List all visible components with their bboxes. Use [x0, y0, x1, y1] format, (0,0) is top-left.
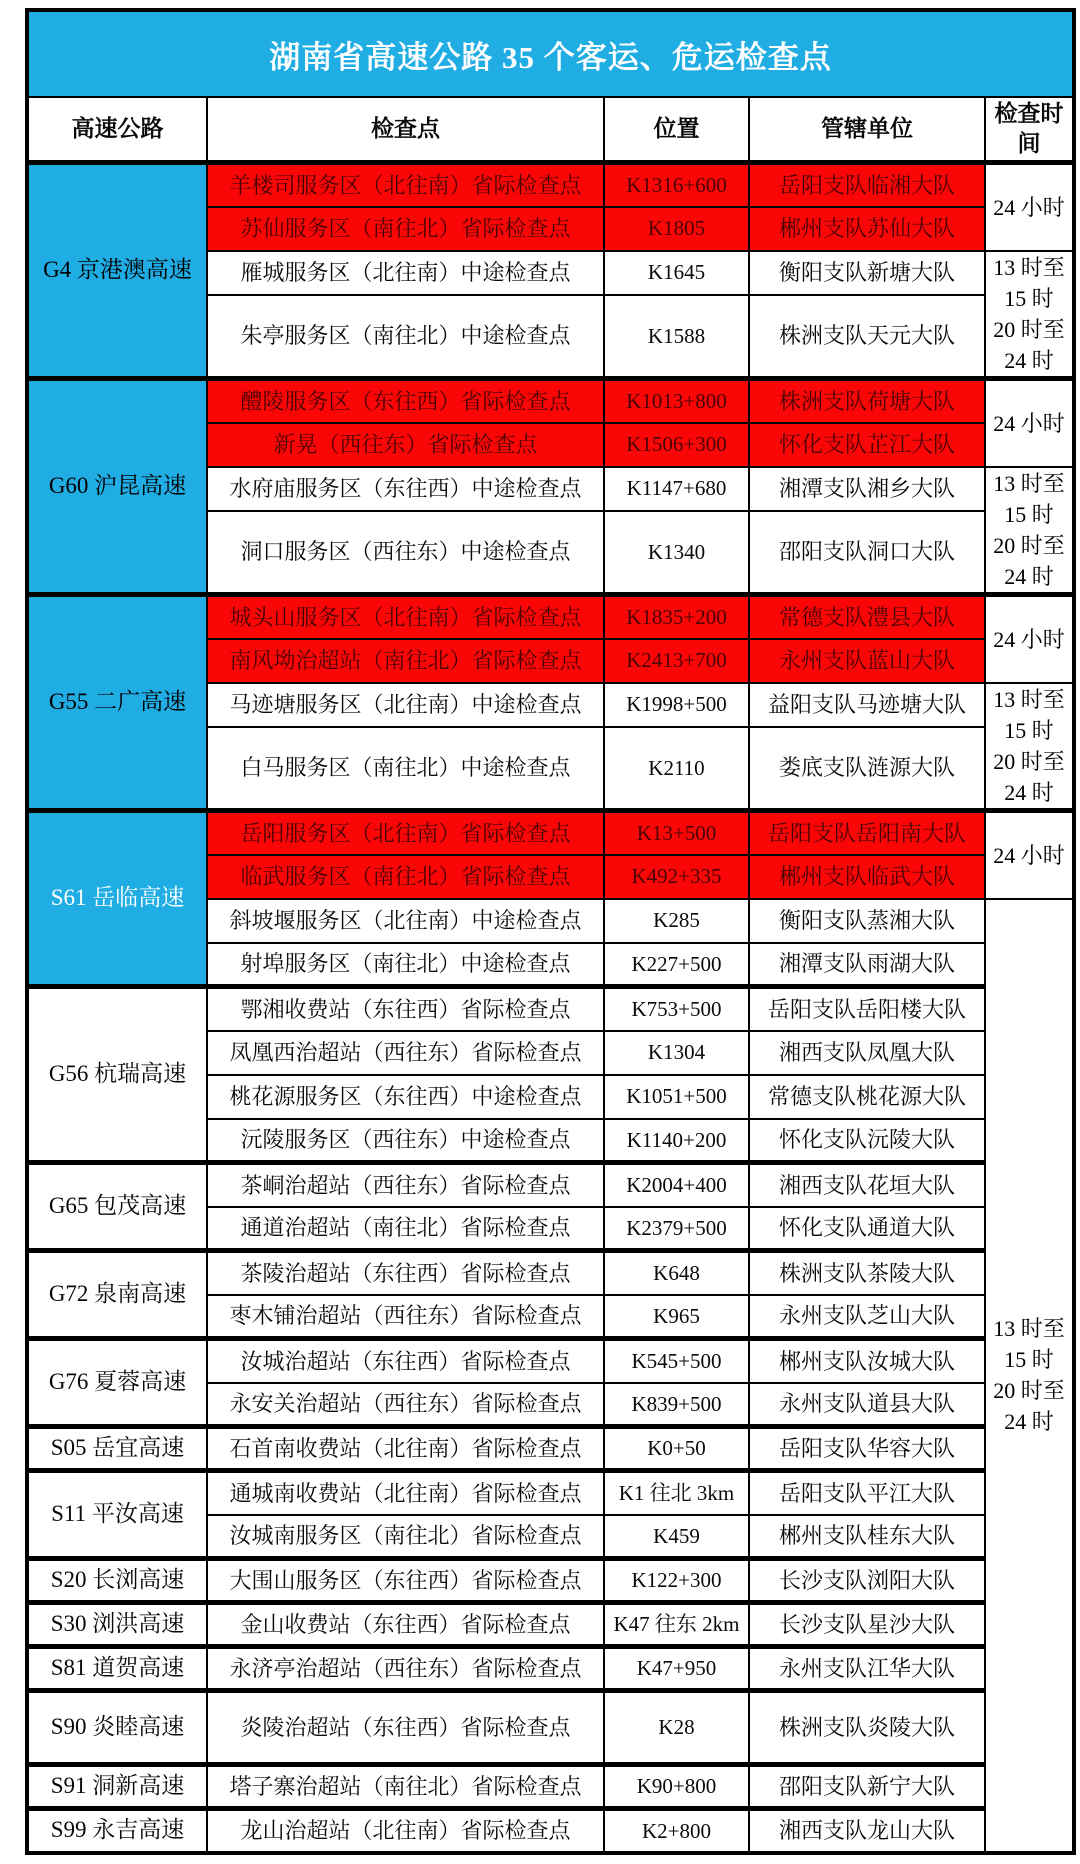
location-value: K2110 — [604, 727, 749, 811]
checkpoint-name: 新晃（西往东）省际检查点 — [207, 423, 604, 467]
checkpoint-name: 醴陵服务区（东往西）省际检查点 — [207, 379, 604, 423]
location-value: K459 — [604, 1515, 749, 1559]
location-value: K648 — [604, 1251, 749, 1295]
checkpoint-table — [25, 8, 1076, 1855]
location-value: K753+500 — [604, 987, 749, 1031]
location-value: K839+500 — [604, 1383, 749, 1427]
check-time-cell — [985, 899, 1074, 1853]
location-value: K2379+500 — [604, 1207, 749, 1251]
unit-name: 岳阳支队平江大队 — [749, 1471, 985, 1515]
table-row — [27, 1471, 1074, 1515]
highway-cell: G60 沪昆高速 — [27, 379, 207, 595]
unit-name: 郴州支队苏仙大队 — [749, 207, 985, 251]
check-time-line: 24 时 — [1004, 563, 1054, 589]
checkpoint-name: 岳阳服务区（北往南）省际检查点 — [207, 811, 604, 855]
unit-name: 长沙支队浏阳大队 — [749, 1559, 985, 1603]
unit-name: 岳阳支队岳阳南大队 — [749, 811, 985, 855]
location-value: K47+950 — [604, 1647, 749, 1691]
unit-name: 湘西支队凤凰大队 — [749, 1031, 985, 1075]
location-value: K2413+700 — [604, 639, 749, 683]
header-highway: 高速公路 — [27, 97, 207, 163]
header-checkpoint: 检查点 — [207, 97, 604, 163]
check-time-line: 15 时 — [1004, 1347, 1054, 1372]
table-row — [27, 163, 1074, 207]
check-time-line: 13 时至 — [993, 470, 1065, 496]
location-value: K122+300 — [604, 1559, 749, 1603]
check-time-line: 24 时 — [1004, 347, 1054, 373]
location-value: K1998+500 — [604, 683, 749, 727]
unit-name: 湘西支队花垣大队 — [749, 1163, 985, 1207]
checkpoint-name: 射埠服务区（南往北）中途检查点 — [207, 943, 604, 987]
checkpoint-name: 桃花源服务区（东往西）中途检查点 — [207, 1075, 604, 1119]
checkpoint-name: 马迹塘服务区（北往南）中途检查点 — [207, 683, 604, 727]
unit-name: 株洲支队天元大队 — [749, 295, 985, 379]
header-unit: 管辖单位 — [749, 97, 985, 163]
unit-name: 永州支队芝山大队 — [749, 1295, 985, 1339]
location-value: K965 — [604, 1295, 749, 1339]
checkpoint-name: 通道治超站（南往北）省际检查点 — [207, 1207, 604, 1251]
checkpoint-name: 永济亭治超站（西往东）省际检查点 — [207, 1647, 604, 1691]
checkpoint-name: 金山收费站（东往西）省际检查点 — [207, 1603, 604, 1647]
location-value: K1805 — [604, 207, 749, 251]
unit-name: 永州支队蓝山大队 — [749, 639, 985, 683]
check-time-line: 24 时 — [1004, 1409, 1054, 1434]
table-row — [27, 1809, 1074, 1853]
check-time-line: 20 时至 — [993, 748, 1065, 774]
checkpoint-name: 临武服务区（南往北）省际检查点 — [207, 855, 604, 899]
highway-cell: S20 长浏高速 — [27, 1559, 207, 1603]
checkpoint-name: 枣木铺治超站（西往东）省际检查点 — [207, 1295, 604, 1339]
location-value: K1 往北 3km — [604, 1471, 749, 1515]
unit-name: 湘西支队龙山大队 — [749, 1809, 985, 1853]
unit-name: 常德支队澧县大队 — [749, 595, 985, 639]
highway-cell: G4 京港澳高速 — [27, 163, 207, 379]
title-row — [27, 10, 1074, 97]
unit-name: 岳阳支队临湘大队 — [749, 163, 985, 207]
highway-cell: S61 岳临高速 — [27, 811, 207, 987]
unit-name: 怀化支队通道大队 — [749, 1207, 985, 1251]
location-value: K1304 — [604, 1031, 749, 1075]
unit-name: 常德支队桃花源大队 — [749, 1075, 985, 1119]
highway-cell: S30 浏洪高速 — [27, 1603, 207, 1647]
highway-cell: S90 炎睦高速 — [27, 1691, 207, 1765]
unit-name: 娄底支队涟源大队 — [749, 727, 985, 811]
check-time-cell — [985, 251, 1074, 379]
check-time-line: 20 时至 — [993, 532, 1065, 558]
checkpoint-name: 永安关治超站（西往东）省际检查点 — [207, 1383, 604, 1427]
table-row — [27, 1691, 1074, 1765]
unit-name: 郴州支队临武大队 — [749, 855, 985, 899]
check-time-cell: 24 小时 — [985, 811, 1074, 899]
unit-name: 永州支队道县大队 — [749, 1383, 985, 1427]
checkpoint-name: 朱亭服务区（南往北）中途检查点 — [207, 295, 604, 379]
highway-cell: S81 道贺高速 — [27, 1647, 207, 1691]
page-title: 湖南省高速公路 35 个客运、危运检查点 — [27, 10, 1074, 97]
checkpoint-name: 雁城服务区（北往南）中途检查点 — [207, 251, 604, 295]
unit-name: 怀化支队沅陵大队 — [749, 1119, 985, 1163]
table-row — [27, 595, 1074, 639]
location-value: K227+500 — [604, 943, 749, 987]
check-time-cell: 24 小时 — [985, 595, 1074, 683]
unit-name: 湘潭支队雨湖大队 — [749, 943, 985, 987]
checkpoint-name: 沅陵服务区（西往东）中途检查点 — [207, 1119, 604, 1163]
location-value: K1588 — [604, 295, 749, 379]
location-value: K1645 — [604, 251, 749, 295]
location-value: K1051+500 — [604, 1075, 749, 1119]
location-value: K28 — [604, 1691, 749, 1765]
location-value: K90+800 — [604, 1765, 749, 1809]
checkpoint-name: 洞口服务区（西往东）中途检查点 — [207, 511, 604, 595]
checkpoint-name: 羊楼司服务区（北往南）省际检查点 — [207, 163, 604, 207]
unit-name: 岳阳支队岳阳楼大队 — [749, 987, 985, 1031]
location-value: K1340 — [604, 511, 749, 595]
highway-cell: S11 平汝高速 — [27, 1471, 207, 1559]
checkpoint-name: 凤凰西治超站（西往东）省际检查点 — [207, 1031, 604, 1075]
highway-cell: G65 包茂高速 — [27, 1163, 207, 1251]
location-value: K1147+680 — [604, 467, 749, 511]
location-value: K1506+300 — [604, 423, 749, 467]
unit-name: 邵阳支队洞口大队 — [749, 511, 985, 595]
checkpoint-name: 苏仙服务区（南往北）省际检查点 — [207, 207, 604, 251]
location-value: K1140+200 — [604, 1119, 749, 1163]
checkpoint-name: 城头山服务区（北往南）省际检查点 — [207, 595, 604, 639]
location-value: K545+500 — [604, 1339, 749, 1383]
check-time-cell: 24 小时 — [985, 163, 1074, 251]
location-value: K285 — [604, 899, 749, 943]
location-value: K2+800 — [604, 1809, 749, 1853]
check-time-cell: 24 小时 — [985, 379, 1074, 467]
check-time-cell — [985, 467, 1074, 595]
checkpoint-name: 南风坳治超站（南往北）省际检查点 — [207, 639, 604, 683]
check-time-line: 20 时至 — [993, 316, 1065, 342]
location-value: K2004+400 — [604, 1163, 749, 1207]
checkpoint-name: 龙山治超站（北往南）省际检查点 — [207, 1809, 604, 1853]
checkpoint-name: 炎陵治超站（东往西）省际检查点 — [207, 1691, 604, 1765]
header-location: 位置 — [604, 97, 749, 163]
checkpoint-name: 白马服务区（南往北）中途检查点 — [207, 727, 604, 811]
location-value: K47 往东 2km — [604, 1603, 749, 1647]
highway-cell: S05 岳宜高速 — [27, 1427, 207, 1471]
table-row — [27, 1427, 1074, 1471]
highway-cell: G56 杭瑞高速 — [27, 987, 207, 1163]
check-time-line: 15 时 — [1004, 717, 1054, 743]
unit-name: 郴州支队汝城大队 — [749, 1339, 985, 1383]
checkpoint-name: 通城南收费站（北往南）省际检查点 — [207, 1471, 604, 1515]
header-check-time: 检查时间 — [985, 97, 1074, 163]
table-row — [27, 1163, 1074, 1207]
checkpoint-name: 石首南收费站（北往南）省际检查点 — [207, 1427, 604, 1471]
checkpoint-name: 茶陵治超站（东往西）省际检查点 — [207, 1251, 604, 1295]
highway-cell: S99 永吉高速 — [27, 1809, 207, 1853]
table-row — [27, 1559, 1074, 1603]
checkpoint-name: 水府庙服务区（东往西）中途检查点 — [207, 467, 604, 511]
unit-name: 长沙支队星沙大队 — [749, 1603, 985, 1647]
check-time-line: 20 时至 — [993, 1378, 1065, 1403]
table-row — [27, 1339, 1074, 1383]
checkpoint-name: 鄂湘收费站（东往西）省际检查点 — [207, 987, 604, 1031]
table-row — [27, 379, 1074, 423]
unit-name: 株洲支队茶陵大队 — [749, 1251, 985, 1295]
check-time-line: 13 时至 — [993, 254, 1065, 280]
check-time-line: 13 时至 — [993, 1316, 1065, 1341]
location-value: K1316+600 — [604, 163, 749, 207]
unit-name: 株洲支队荷塘大队 — [749, 379, 985, 423]
highway-cell: G76 夏蓉高速 — [27, 1339, 207, 1427]
unit-name: 岳阳支队华容大队 — [749, 1427, 985, 1471]
table-row — [27, 987, 1074, 1031]
check-time-line: 24 时 — [1004, 779, 1054, 805]
highway-cell: G55 二广高速 — [27, 595, 207, 811]
highway-cell: S91 洞新高速 — [27, 1765, 207, 1809]
location-value: K1835+200 — [604, 595, 749, 639]
unit-name: 株洲支队炎陵大队 — [749, 1691, 985, 1765]
unit-name: 益阳支队马迹塘大队 — [749, 683, 985, 727]
checkpoint-name: 大围山服务区（东往西）省际检查点 — [207, 1559, 604, 1603]
checkpoint-name: 茶峒治超站（西往东）省际检查点 — [207, 1163, 604, 1207]
table-row — [27, 1251, 1074, 1295]
header-row — [27, 97, 1074, 163]
location-value: K0+50 — [604, 1427, 749, 1471]
checkpoint-name: 汝城南服务区（南往北）省际检查点 — [207, 1515, 604, 1559]
location-value: K13+500 — [604, 811, 749, 855]
unit-name: 衡阳支队蒸湘大队 — [749, 899, 985, 943]
check-time-line: 13 时至 — [993, 686, 1065, 712]
highway-cell: G72 泉南高速 — [27, 1251, 207, 1339]
location-value: K492+335 — [604, 855, 749, 899]
unit-name: 湘潭支队湘乡大队 — [749, 467, 985, 511]
table-row — [27, 1603, 1074, 1647]
unit-name: 郴州支队桂东大队 — [749, 1515, 985, 1559]
checkpoint-name: 汝城治超站（东往西）省际检查点 — [207, 1339, 604, 1383]
table-row — [27, 1647, 1074, 1691]
table-row — [27, 811, 1074, 855]
location-value: K1013+800 — [604, 379, 749, 423]
unit-name: 衡阳支队新塘大队 — [749, 251, 985, 295]
unit-name: 永州支队江华大队 — [749, 1647, 985, 1691]
check-time-line: 15 时 — [1004, 285, 1054, 311]
checkpoint-name: 斜坡堰服务区（北往南）中途检查点 — [207, 899, 604, 943]
check-time-line: 15 时 — [1004, 501, 1054, 527]
unit-name: 怀化支队芷江大队 — [749, 423, 985, 467]
unit-name: 邵阳支队新宁大队 — [749, 1765, 985, 1809]
check-time-cell — [985, 683, 1074, 811]
table-row — [27, 1765, 1074, 1809]
checkpoint-name: 塔子寨治超站（南往北）省际检查点 — [207, 1765, 604, 1809]
